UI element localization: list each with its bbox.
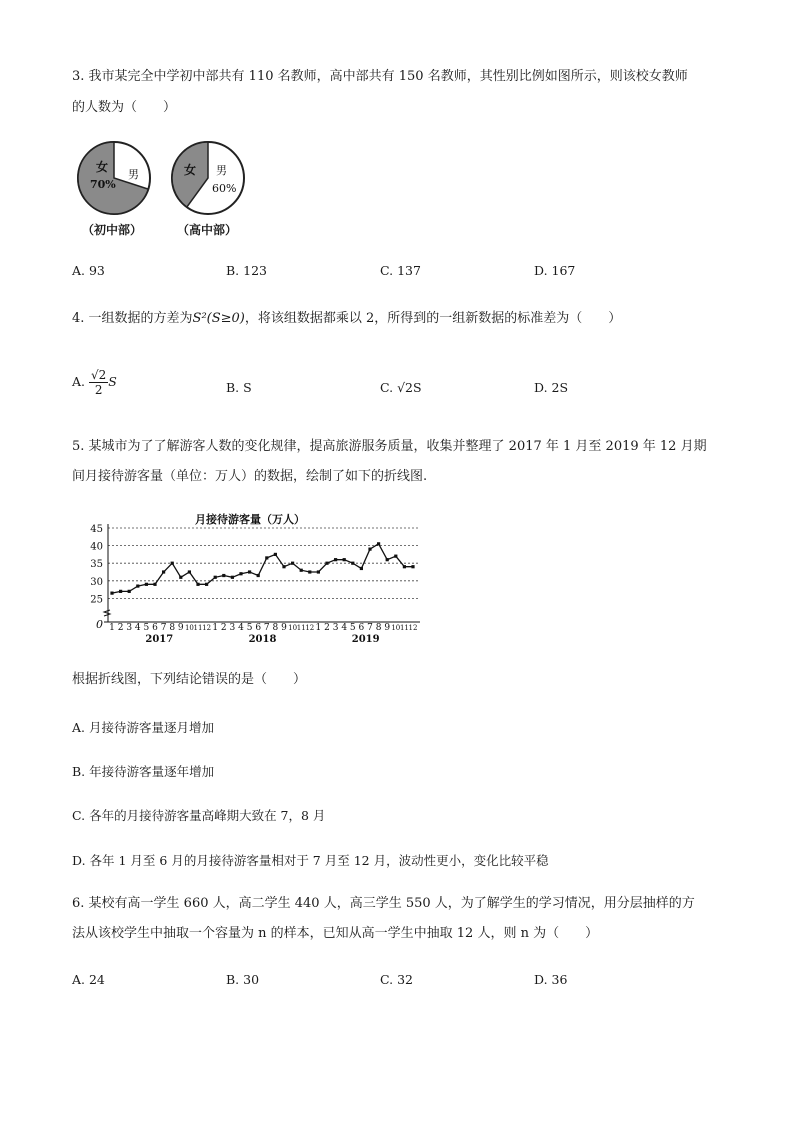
chart-data-point <box>265 556 268 559</box>
chart-x-tick-label: 11 <box>296 624 306 632</box>
chart-data-point <box>317 570 320 573</box>
chart-x-tick-label: 6 <box>255 623 262 633</box>
q4-option-a <box>72 368 117 397</box>
q5-line2: 间月接待游客量（单位：万人）的数据，绘制了如下的折线图. <box>72 469 428 484</box>
pie-senior-chart <box>170 140 250 220</box>
q6-option-a: A. 24 <box>72 972 105 987</box>
chart-data-point <box>136 584 139 587</box>
chart-x-tick-label: 5 <box>246 623 253 633</box>
chart-x-tick-label: 4 <box>134 623 141 633</box>
chart-x-tick-label: 10 <box>391 624 401 632</box>
chart-y-tick-label: 25 <box>90 594 103 606</box>
chart-x-tick-label: 2 <box>220 623 227 633</box>
chart-x-tick-label: 4 <box>238 623 244 633</box>
chart-data-point <box>386 558 389 561</box>
q4-option-a-numerator: √2 <box>91 368 107 382</box>
q4-variance-expr: S²(S≥0) <box>192 311 245 326</box>
chart-data-point <box>188 570 191 573</box>
chart-origin-label: 0 <box>96 618 103 631</box>
pie-senior-caption: （高中部） <box>177 223 238 237</box>
chart-x-tick-label: 3 <box>126 623 133 633</box>
chart-x-tick-label: 6 <box>152 623 158 633</box>
pie-junior-male-label: 男 <box>128 168 139 181</box>
chart-data-point <box>394 555 397 558</box>
chart-title: 月接待游客量（万人） <box>195 513 305 526</box>
q4-option-a-label: A. <box>72 374 86 389</box>
chart-data-point <box>153 583 156 586</box>
q4-option-a-fraction <box>89 368 108 397</box>
chart-x-tick-label: 12 <box>408 624 418 632</box>
q4-option-a-denominator: 2 <box>94 383 103 397</box>
chart-data-point <box>325 562 328 565</box>
chart-data-point <box>282 565 285 568</box>
q6-option-b: B. 30 <box>226 972 260 987</box>
chart-x-tick-label: 6 <box>358 623 365 633</box>
chart-x-tick-label: 5 <box>143 623 150 633</box>
q4-option-a-var: S <box>108 374 117 389</box>
chart-data-point <box>196 583 199 586</box>
pie-senior-male-pct: 60% <box>212 182 237 195</box>
chart-data-point <box>214 576 217 579</box>
q5-prompt: 根据折线图，下列结论错误的是（ ） <box>72 672 307 687</box>
q5-option-d: D. 各年 1 月至 6 月的月接待游客量相对于 7 月至 12 月，波动性更小，变化比较平稳 <box>72 853 549 868</box>
chart-data-point <box>119 590 122 593</box>
chart-x-tick-label: 9 <box>384 623 391 633</box>
q3-line1: 3. 我市某完全中学初中部共有 110 名教师，高中部共有 150 名教师，其性别比例如图所示，则该校女教师 <box>72 69 688 84</box>
chart-data-point <box>377 542 380 545</box>
chart-year-label: 2018 <box>248 634 277 645</box>
chart-data-point <box>360 567 363 570</box>
chart-x-tick-label: 8 <box>375 623 382 633</box>
chart-data-point <box>162 570 165 573</box>
chart-data-point <box>257 574 260 577</box>
q3-option-d: D. 167 <box>534 263 576 278</box>
chart-x-tick-label: 2 <box>117 623 124 633</box>
chart-data-point <box>411 565 414 568</box>
chart-x-tick-label: 10 <box>184 624 194 632</box>
chart-x-tick-label: 7 <box>160 623 167 633</box>
chart-x-tick-label: 11 <box>193 624 203 632</box>
q3-option-c: C. 137 <box>380 263 421 278</box>
chart-x-tick-label: 1 <box>109 623 115 633</box>
q3-option-b: B. 123 <box>226 263 267 278</box>
chart-data-point <box>222 574 225 577</box>
q6-line1: 6. 某校有高一学生 660 人，高二学生 440 人，高三学生 550 人，为了解学生的学习情况，用分层抽样的方 <box>72 896 695 911</box>
chart-x-tick-label: 9 <box>177 623 184 633</box>
q3-option-a: A. 93 <box>72 263 105 278</box>
chart-data-point <box>239 572 242 575</box>
chart-x-tick-label: 8 <box>169 623 176 633</box>
chart-data-point <box>128 590 131 593</box>
chart-data-point <box>145 583 148 586</box>
chart-y-tick-label: 40 <box>90 541 103 553</box>
pie-junior-chart <box>76 140 156 220</box>
chart-y-tick-label: 30 <box>90 576 103 588</box>
chart-x-tick-label: 9 <box>281 623 287 633</box>
q4-text-pre: 4. 一组数据的方差为 <box>72 311 193 326</box>
chart-x-tick-label: 5 <box>349 623 356 633</box>
pie-junior-caption: （初中部） <box>82 223 143 237</box>
pie-junior-female-label: 女 <box>96 160 109 174</box>
q4-option-c: C. √2S <box>380 380 422 395</box>
chart-data-point <box>171 562 174 565</box>
chart-data-point <box>231 576 234 579</box>
chart-year-label: 2017 <box>145 634 174 645</box>
pie-senior-female-label: 女 <box>184 163 197 177</box>
chart-x-tick-label: 12 <box>202 624 212 632</box>
chart-data-point <box>351 562 354 565</box>
chart-data-point <box>343 558 346 561</box>
q4-option-d: D. 2S <box>534 380 569 395</box>
chart-data-point <box>248 570 251 573</box>
chart-y-tick-label: 45 <box>90 524 103 535</box>
q4-text-post: ，将该组数据都乘以 2，所得到的一组新数据的标准差为（ ） <box>244 311 622 326</box>
chart-x-tick-label: 10 <box>288 624 298 632</box>
chart-x-tick-label: 12 <box>305 624 315 632</box>
chart-data-point <box>403 565 406 568</box>
chart-x-tick-label: 4 <box>341 623 348 633</box>
chart-series-line <box>112 544 413 593</box>
chart-data-point <box>368 548 371 551</box>
chart-x-tick-label: 1 <box>315 623 322 633</box>
tourist-line-chart <box>86 506 426 646</box>
q5-option-c: C. 各年的月接待游客量高峰期大致在 7，8 月 <box>72 808 326 823</box>
pie-senior-male-label: 男 <box>216 164 227 177</box>
chart-x-tick-label: 3 <box>332 623 339 633</box>
chart-x-tick-label: 1 <box>212 623 219 633</box>
chart-year-label: 2019 <box>351 634 380 645</box>
chart-data-point <box>291 562 294 565</box>
chart-x-tick-label: 7 <box>263 623 270 633</box>
chart-x-tick-label: 2 <box>324 623 330 633</box>
chart-data-point <box>300 569 303 572</box>
q5-line1: 5. 某城市为了了解游客人数的变化规律，提高旅游服务质量，收集并整理了 2017 年 1 月至 2019 年 12 月期 <box>72 439 707 454</box>
chart-axis-break <box>104 610 110 616</box>
chart-data-point <box>205 583 208 586</box>
q6-line2: 法从该校学生中抽取一个容量为 n 的样本，已知从高一学生中抽取 12 人，则 n 为（ ） <box>72 926 599 941</box>
chart-y-tick-label: 35 <box>90 559 103 571</box>
q6-option-d: D. 36 <box>534 972 568 987</box>
chart-x-tick-label: 11 <box>399 624 409 632</box>
pie-junior-female-pct: 70% <box>90 178 116 191</box>
chart-x-tick-label: 8 <box>272 623 279 633</box>
chart-x-tick-label: 3 <box>229 623 236 633</box>
chart-data-point <box>179 576 182 579</box>
chart-data-point <box>308 570 311 573</box>
chart-data-point <box>274 553 277 556</box>
chart-x-tick-label: 7 <box>367 623 373 633</box>
q5-option-b: B. 年接待游客量逐年增加 <box>72 764 215 779</box>
q6-option-c: C. 32 <box>380 972 413 987</box>
q4-stem <box>72 312 621 325</box>
q4-option-b: B. S <box>226 380 252 395</box>
q5-option-a: A. 月接待游客量逐月增加 <box>72 720 214 735</box>
chart-data-point <box>334 558 337 561</box>
chart-data-point <box>110 592 113 595</box>
q3-line2: 的人数为（ ） <box>72 100 177 115</box>
